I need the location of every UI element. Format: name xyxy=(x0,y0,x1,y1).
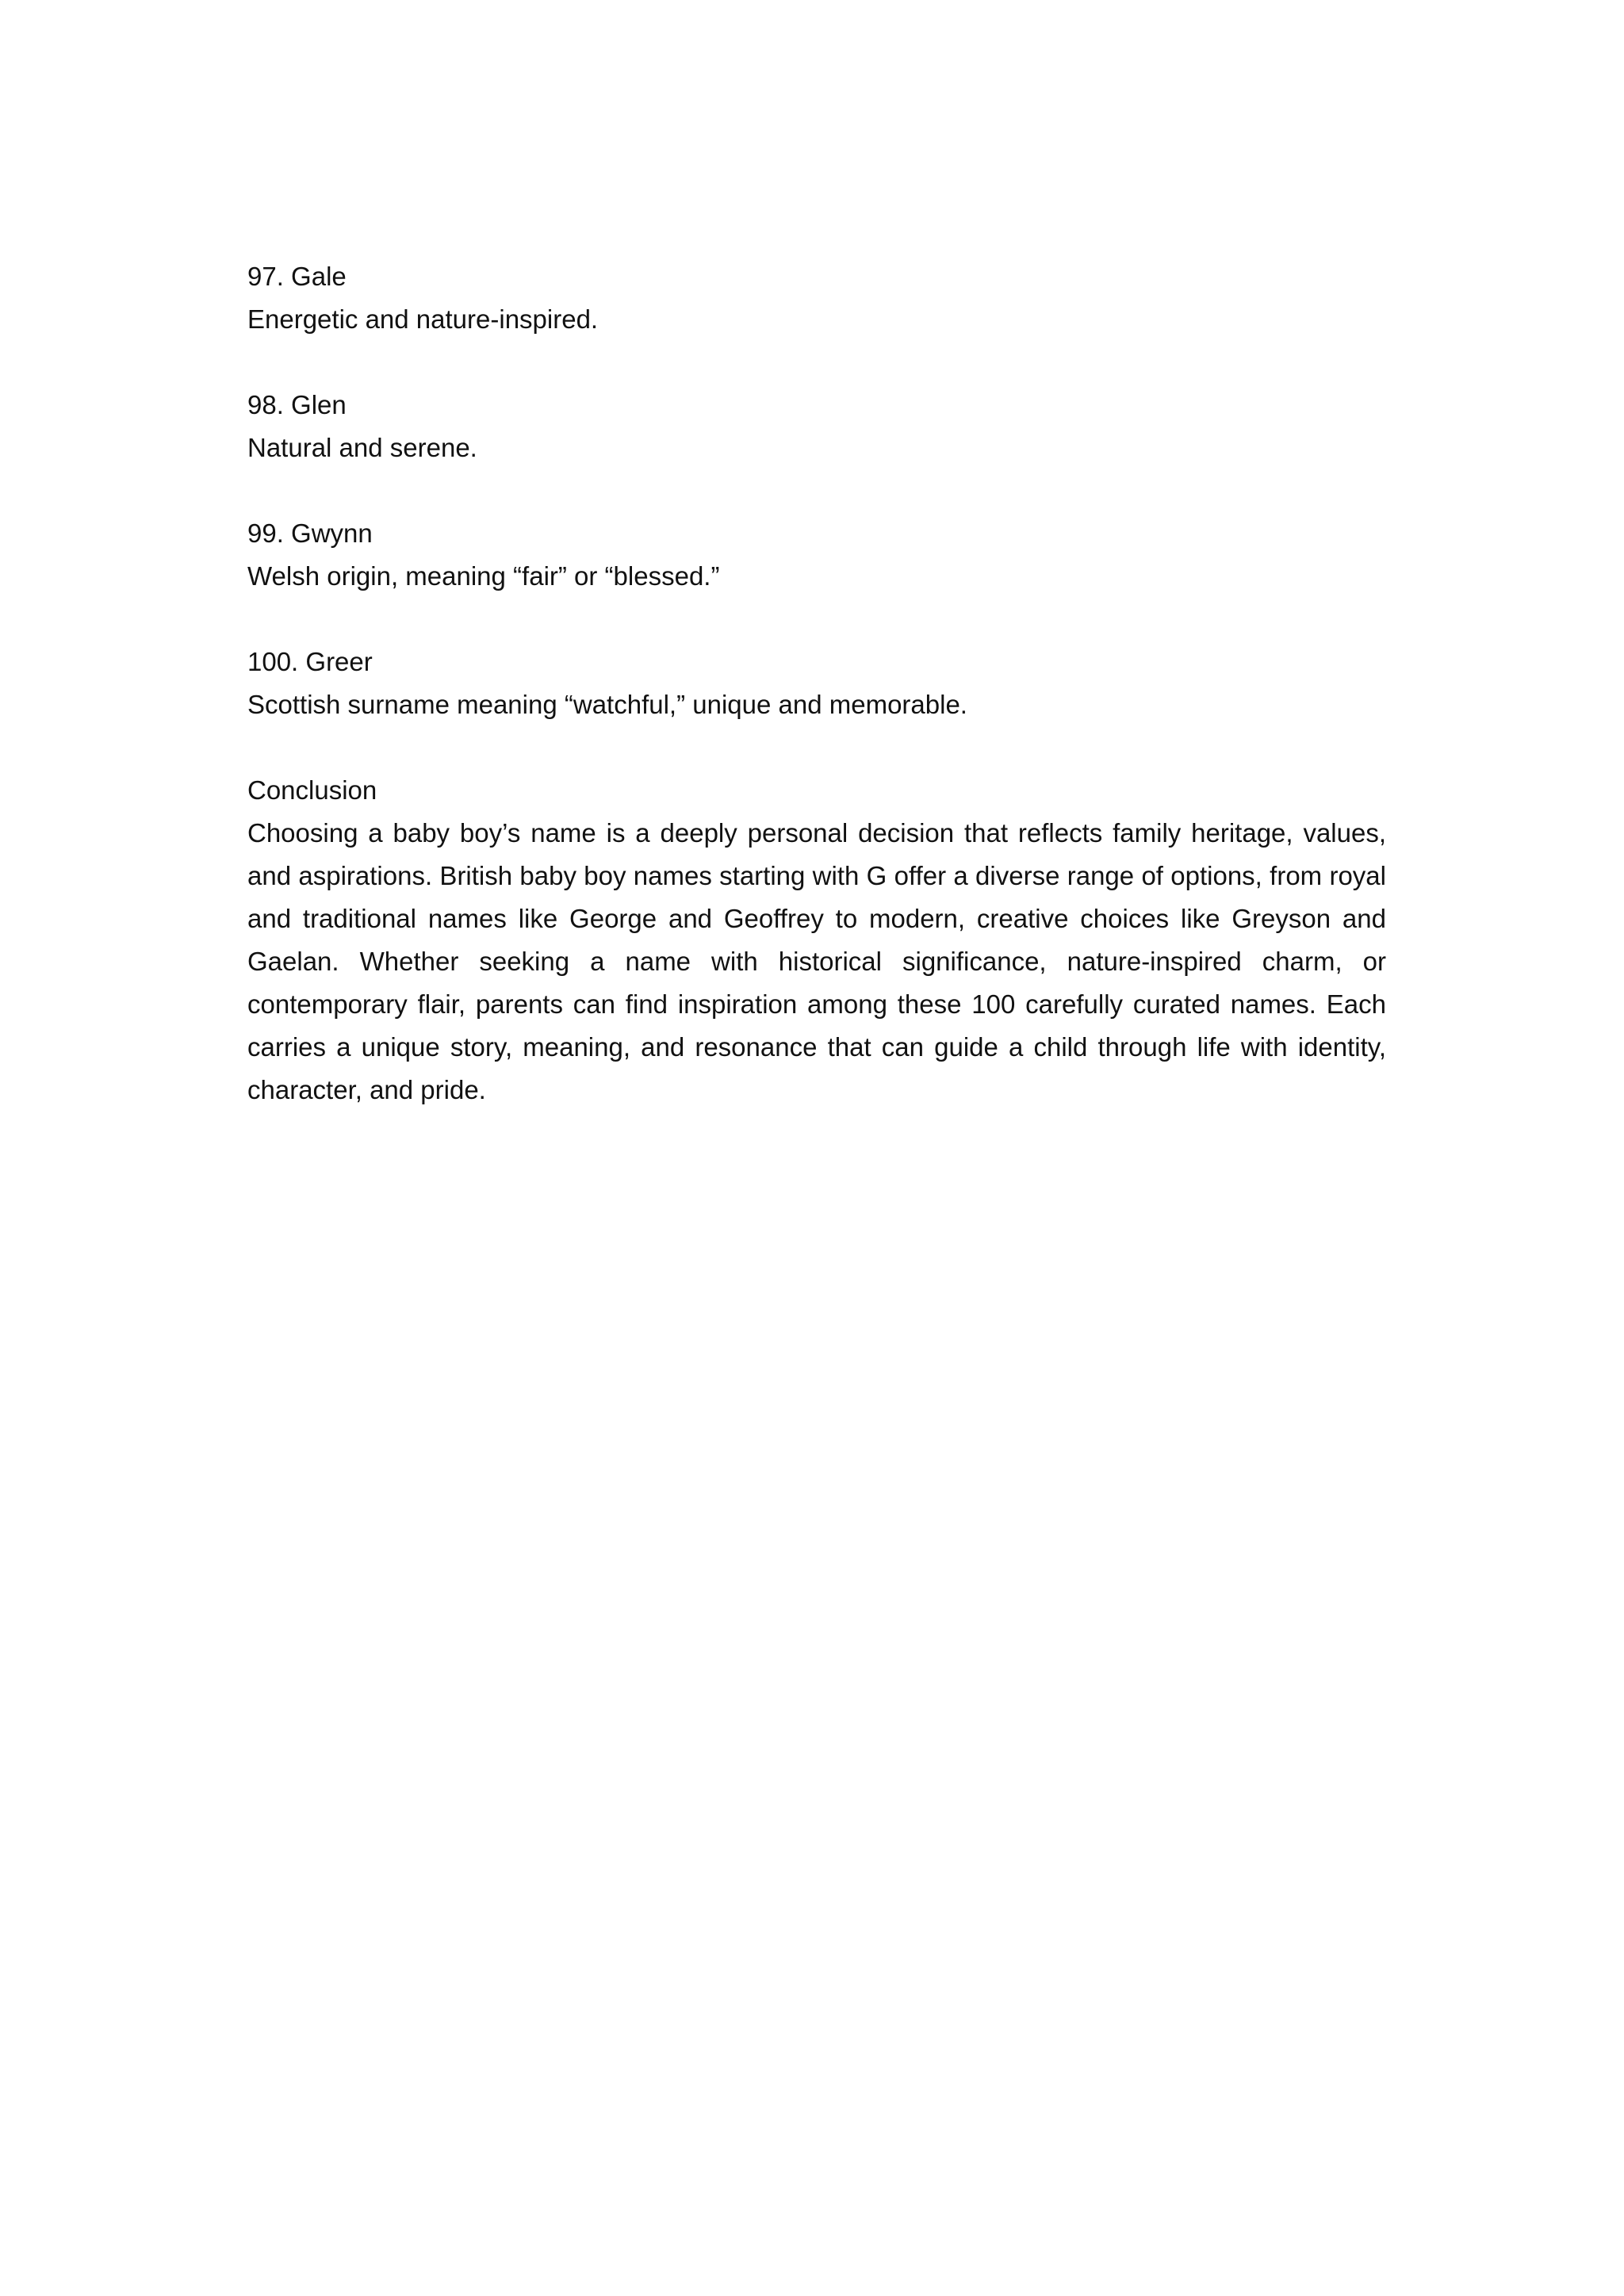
name-entry-title: 97. Gale xyxy=(247,262,347,291)
conclusion-paragraph: Choosing a baby boy’s name is a deeply personal decision that reflects family heritage, values, and aspirations. British baby boy names starting with G offer a diverse range of options, from royal and traditional names like George and Geoffrey to modern, creative choices like Greyson and Gaelan. Whether seeking a name with historical significance, nature-inspired charm, or contemporary flair, parents can find inspiration among these 100 carefully curated names. Each carries a unique story, meaning, and resonance that can guide a child through life with identity, character, and pride. xyxy=(247,818,1386,1104)
name-entry xyxy=(247,255,1386,341)
name-entry-title: 100. Greer xyxy=(247,647,373,676)
name-entry-description: Natural and serene. xyxy=(247,433,477,462)
name-entry-title: 98. Glen xyxy=(247,390,347,419)
name-entry xyxy=(247,512,1386,598)
name-entry xyxy=(247,384,1386,469)
name-entry-description: Energetic and nature-inspired. xyxy=(247,304,599,334)
name-entry-description: Welsh origin, meaning “fair” or “blessed.” xyxy=(247,561,720,591)
name-entry-description: Scottish surname meaning “watchful,” unique and memorable. xyxy=(247,690,967,719)
conclusion-section xyxy=(247,769,1386,1112)
document-body xyxy=(247,255,1386,1154)
name-entry-title: 99. Gwynn xyxy=(247,519,373,548)
name-entry xyxy=(247,641,1386,726)
conclusion-heading: Conclusion xyxy=(247,775,377,805)
